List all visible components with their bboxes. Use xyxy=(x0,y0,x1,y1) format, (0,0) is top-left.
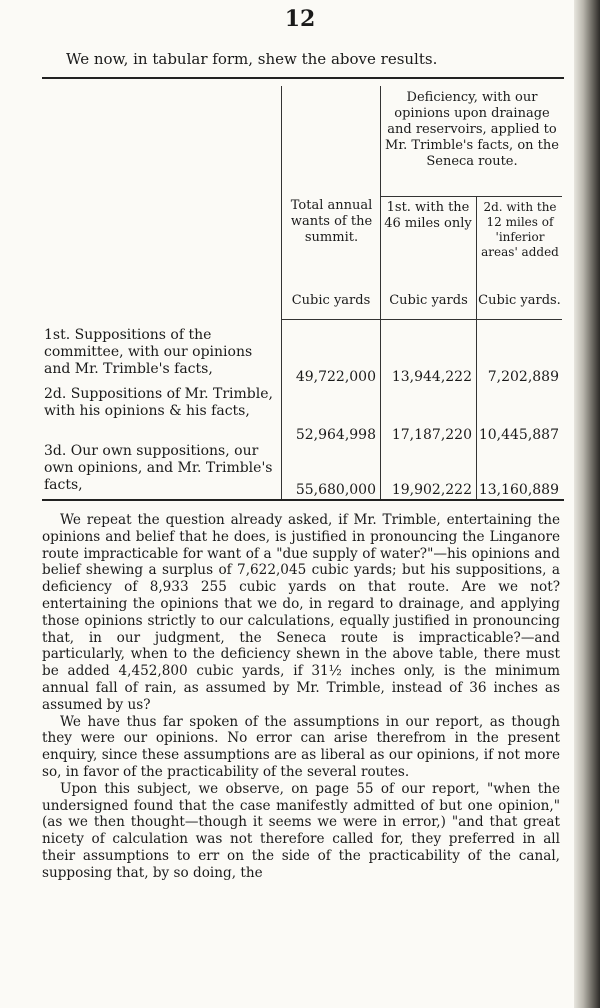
page-number: 12 xyxy=(284,6,316,32)
row-3-second: 13,160,889 xyxy=(478,482,559,498)
paragraph-1: We repeat the question already asked, if Mr. Trimble, entertaining the opinions and belief that he does, is justified in pronouncing the Linganore route impracticable for want of a "due supply of water?"—his opinions and belief shewing a surplus of 7,622,045 cubic yards; but his suppositions, a deficiency of 8,933 255 cubic yards on that route. Are we not? entertaining the opinions that we do, in regard to drainage, and applying those opinions strictly to our calculations, equally justified in pronouncing that, in our judgment, the Seneca route is impracticable?—and particularly, when to the deficiency shewn in the above table, there must be added 4,452,800 cubic yards, if 31½ inches only, is the minimum annual fall of rain, as assumed by Mr. Trimble, instead of 36 inches as assumed by us? xyxy=(42,512,560,713)
row-2-second: 10,445,887 xyxy=(478,427,559,443)
row-1-total: 49,722,000 xyxy=(295,369,376,385)
table-bottom-rule xyxy=(42,499,564,501)
group-header: Deficiency, with our opinions upon drainage and reservoirs, applied to Mr. Trimble's facts, on the Seneca route. xyxy=(385,90,559,169)
row-1-first: 13,944,222 xyxy=(391,369,472,385)
unit-second: Cubic yards. xyxy=(478,293,561,308)
units-rule xyxy=(282,319,562,320)
col-header-second: 2d. with the 12 miles of 'inferior areas' added xyxy=(481,200,559,259)
group-header-rule xyxy=(381,196,562,197)
row-2-total: 52,964,998 xyxy=(295,427,376,443)
book-binding-edge xyxy=(574,0,600,1008)
unit-total: Cubic yards xyxy=(291,293,371,308)
intro-line: We now, in tabular form, shew the above results. xyxy=(66,50,438,68)
col-header-first: 1st. with the 46 miles only xyxy=(384,200,472,231)
row-1-second: 7,202,889 xyxy=(487,369,559,385)
paragraph-3: Upon this subject, we observe, on page 55 of our report, "when the undersigned found that the case manifestly admitted of but one opinion," (as we then thought—though it seems we were in error,) "and that great nicety of calculation was not therefore called for, they preferred in all their assumptions to err on the side of the practicability of the canal, supposing that, by so doing, the xyxy=(42,780,560,881)
col-divider-3 xyxy=(476,196,477,500)
table-top-rule xyxy=(42,77,564,79)
body-text xyxy=(42,512,560,882)
row-3-first: 19,902,222 xyxy=(391,482,472,498)
col-header-total: Total annual wants of the summit. xyxy=(290,198,373,245)
row-2-first: 17,187,220 xyxy=(391,427,472,443)
paragraph-2: We have thus far spoken of the assumptions in our report, as though they were our opinions. No error can arise therefrom in the present enquiry, since these assumptions are as liberal as our opinions, if not more so, in favor of the practicability of the several routes. xyxy=(42,713,560,780)
row-3-total: 55,680,000 xyxy=(295,482,376,498)
row-label-2: 2d. Suppositions of Mr. Trimble, with his opinions & his facts, xyxy=(44,386,273,419)
row-label-1: 1st. Suppositions of the committee, with our opinions and Mr. Trimble's facts, xyxy=(44,327,253,377)
row-label-3: 3d. Our own suppositions, our own opinions, and Mr. Trimble's facts, xyxy=(44,443,273,493)
unit-first: Cubic yards xyxy=(389,293,468,308)
